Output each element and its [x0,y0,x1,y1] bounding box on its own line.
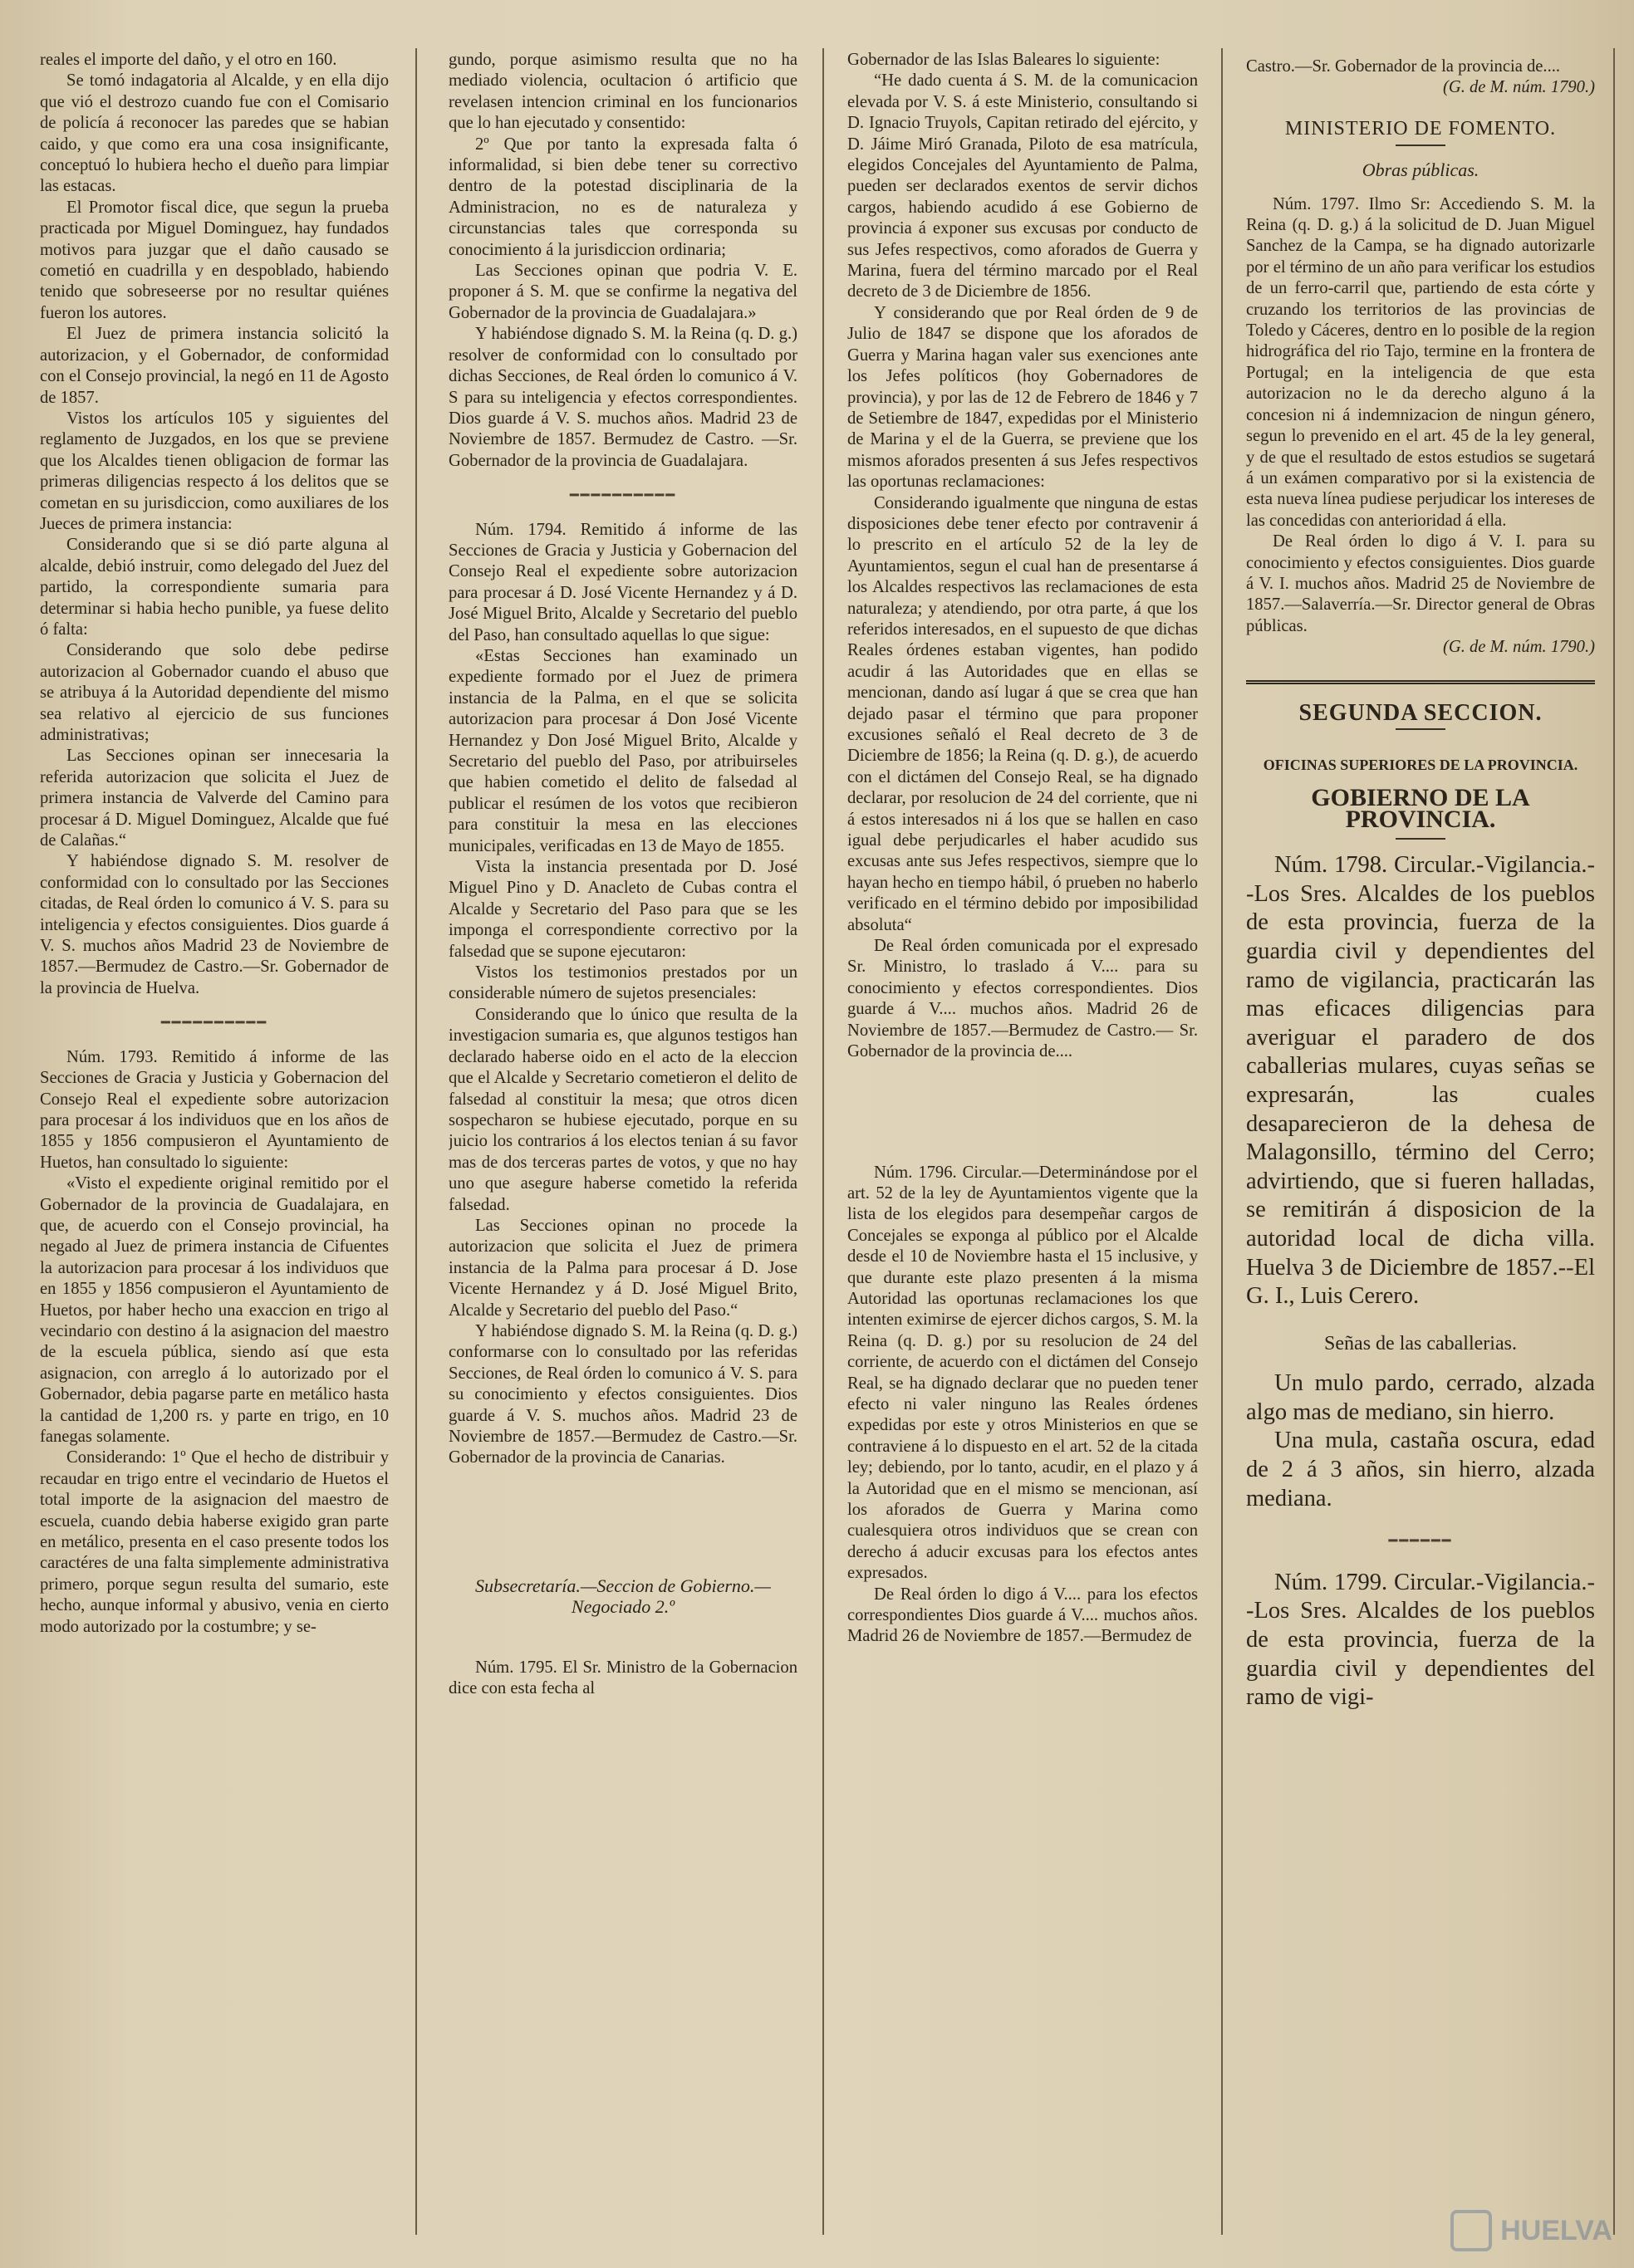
paragraph: «Estas Secciones han examinado un expediente formado por el Juez de primera instancia de la Palma, en el que se solicita autorizacion para procesar á Don José Vicente Hernandez y Don José Miguel Brito, Alcalde y Secretario del pueblo del Paso, por atribuirseles que habien cometido el delito de falsedad al publicar el resúmen de los votos que recibieron para constituir la mesa en las elecciones municipales, verificadas en 13 de Mayo de 1855. [449,646,797,855]
column-3 [847,50,1198,2243]
senas-heading: Señas de las caballerias. [1324,1332,1517,1354]
watermark-text: HUELVA [1500,2214,1612,2246]
paragraph: Vistos los artículos 105 y siguientes del reglamento de Juzgados, en los que se previene que los Alcaldes tienen obligacion de formar las primeras diligencias respecto á los delitos que se cometan en su jurisdiccion, como auxiliares de los Jueces de primera instancia: [40,409,389,533]
paragraph: Considerando que lo único que resulta de la investigacion sumaria es, que algunos testigos han declarado haberse oido en el acto de la eleccion que el Alcalde y Secretario cometieron el delito de falsedad al constituir la mesa; que otros dicen sospecharon se hubiese ejecutado, porque en su juicio los contrarios á los electos tenian á su favor mas de dos terceras partes de votos, y que no hay uno que asegure haberse cometido la referida falsedad. [449,1005,797,1214]
paragraph: Núm. 1793. Remitido á informe de las Secciones de Gracia y Justicia y Gobernacion del Consejo Real el expediente sobre autorizacion para procesar á los individuos que en los años de 1855 y 1856 compusieron el Ayuntamiento de Huetos, han consultado lo siguiente: [40,1047,389,1172]
archive-logo-icon [1450,2210,1492,2251]
paragraph: Núm. 1797. Ilmo Sr: Accediendo S. M. la Reina (q. D. g.) á la solicitud de D. Juan Miguel Sanchez de la Campa, se ha dignado autorizarle por el término de un año para verificar los estudios de un ferro-carril que, partiendo de esta córte y cruzando los territorios de las provincias de Toledo y Cáceres, dentro en lo posible de la region hidrográfica del rio Tajo, termine en la frontera de Portugal; en la inteligencia de que esta autorizacion no le da derecho alguno á la concesion ni á indemnizacion de ningun género, segun lo prevenido en el art. 45 de la ley general, y de que el resultado de estos estudios se sugetará á un exámen comparativo por si la existencia de esta nueva línea pudiese perjudicar los intereses de las concedidas con anterioridad á ella. [1246,194,1595,530]
column-1 [40,50,389,2243]
paragraph: Y considerando que por Real órden de 9 de Julio de 1847 se dispone que los aforados de Guerra y Marina hagan valer sus exenciones ante los Jefes políticos (hoy Gobernadores de provincia), y por las de 12 de Febrero de 1846 y 7 de Setiembre de 1847, expedidas por el Ministerio de Marina y el de la Guerra, se previene que los mismos aforados presenten á sus Jefes respectivos las oportunas reclamaciones: [847,303,1198,492]
paragraph: Las Secciones opinan que podria V. E. proponer á S. M. que se confirme la negativa del Gobernador de la provincia de Guadalajara.» [449,262,797,322]
paragraph: Núm. 1796. Circular.—Determinándose por el art. 52 de la ley de Ayuntamientos vigente que la lista de los elegidos para desempeñar cargos de Concejales se exponga al público por el Alcalde desde el 10 de Noviembre hasta el 15 inclusive, y que durante este plazo presenten á la misma Autoridad las oportunas reclamaciones los que intenten eximirse de ejercer dichos cargos, S. M. la Reina (q. D. g.) por su resolucion de 24 del corriente, de acuerdo con el dictámen del Consejo Real, se ha dignado declarar que no pueden tener efecto ni valer ninguno las Reales órdenes expedidas por este y otros Ministerios en que se contraviene á lo dispuesto en el art. 52 de la citada ley; debiendo, por lo tanto, acudir, en el plazo y á la Autoridad que en el mismo se mencionan, así los aforados de Guerra y Marina como cualesquiera otros individuos que se crean con derecho á aducir excusas para los efectos antes expresados. [847,1163,1198,1583]
paragraph: Y habiéndose dignado S. M. resolver de conformidad con lo consultado por las Secciones citadas, de Real órden lo comunico á V. S. para su inteligencia y efectos consiguientes. Dios guarde á V. S. muchos años Madrid 23 de Noviembre de 1857.—Bermudez de Castro.—Sr. Gobernador de la provincia de Huelva. [40,852,389,997]
paragraph: Considerando: 1º Que el hecho de distribuir y recaudar en trigo entre el vecindario de Huetos el total importe de la asignacion del maestro de escuela, cuando debia haberse exigido gran parte en metálico, presenta en el caso presente todos los caractéres de una falta simplemente administrativa primero, porque segun resulta del sumario, este hecho, aunque informal y abusivo, venia en cierto modo autorizado por la costumbre; y se- [40,1448,389,1636]
ministry-heading: MINISTERIO DE FOMENTO. [1284,117,1557,140]
paragraph: Núm. 1798. Circular.-Vigilancia.--Los Sres. Alcaldes de los pueblos de esta provincia, fuerza de la guardia civil y dependientes del ramo de vigilancia, practicarán las mas eficaces diligencias para averiguar el paradero de dos caballerias mulares, cuyas señas se expresarán, las cuales desaparecieron de la dehesa de Malagonsillo, término del Cerro; advirtiendo, que si fueren halladas, se remitirán á disposicion de la autoridad local de dicha villa. Huelva 3 de Diciembre de 1857.--El G. I., Luis Cerero. [1246,852,1595,1310]
archive-watermark [1450,2210,1612,2251]
gobierno-heading: GOBIERNO DE LA PROVINCIA. [1311,784,1530,833]
subsecretaria-heading: Subsecretaría.—Seccion de Gobierno.—Negociado 2.º [474,1575,771,1618]
paragraph: Se tomó indagatoria al Alcalde, y en ella dijo que vió el destrozo cuando fue con el Comisario de policía á reconocer las paredes que se habian caido, y que como era una cosa insignificante, conceptuó lo hubiera hecho el dueño para limpiar las estacas. [40,71,389,196]
paragraph: “He dado cuenta á S. M. de la comunicacion elevada por V. S. á este Ministerio, consultando si D. Ignacio Truyols, Capitan retirado del ejército, y D. Jáime Miró Granada, Piloto de esa matrícula, elegidos Concejales del Ayuntamiento de Palma, pueden ser declarados exentos de servir dichos cargos, habiendo acudido á ese Gobierno de provincia á exponer sus excusas por conducto de sus Jefes respectivos, como aforados de Guerra y Marina, fuera del término marcado por el Real decreto de 3 de Diciembre de 1856. [847,71,1198,301]
separator: ━━━━━━ [1388,1532,1453,1550]
oficinas-heading: OFICINAS SUPERIORES DE LA PROVINCIA. [1263,756,1578,773]
paragraph: Núm. 1799. Circular.-Vigilancia.--Los Sres. Alcaldes de los pueblos de esta provincia, fuerza de la guardia civil y dependientes del ramo de vigi- [1246,1569,1595,1711]
paragraph: Una mula, castaña oscura, edad de 2 á 3 años, sin hierro, alzada mediana. [1246,1428,1595,1511]
section-heading: SEGUNDA SECCION. [1298,699,1543,726]
paragraph: Vistos los testimonios prestados por un considerable número de sujetos presenciales: [449,963,797,1003]
paragraph: El Juez de primera instancia solicitó la autorizacion, y el Gobernador, de conformidad con el Consejo provincial, la negó en 11 de Agosto de 1857. [40,325,389,407]
column-rule [1613,48,1615,2235]
paragraph: Un mulo pardo, cerrado, alzada algo mas de mediano, sin hierro. [1246,1370,1595,1425]
column-rule [415,48,417,2235]
paragraph: Gobernador de las Islas Baleares lo siguiente: [847,51,1160,69]
section-rule [1246,680,1595,684]
paragraph: Considerando igualmente que ninguna de estas disposiciones debe tener efecto por contravenir á lo prescrito en el artículo 52 de la ley de Ayuntamientos, segun el cual han de presentarse á los Alcaldes respectivos las reclamaciones de esta naturaleza; y atendiendo, por otra parte, á que los referidos interesados, en el supuesto de que dichas Reales órdenes estaban vigentes, han podido acudir á las Autoridades que en ellas se mencionan, dando así lugar á que se crea que han dejado pasar el término que para proponer excusiones señaló el Real decreto de 3 de Diciembre de 1856; la Reina (q. D. g.), de acuerdo con el dictámen del Consejo Real, se ha dignado declarar, por resolucion de 24 del corriente, que ni á estos interesados ni á los que se hallen en caso igual debe perjudicarles el haber acudido sus excusas ante sus Jefes respectivos, siempre que lo hayan hecho en tiempo hábil, ó prueben no haberlo verificado en el término debido por imposibilidad absoluta“ [847,493,1198,934]
paragraph: reales el importe del daño, y el otro en 160. [40,51,337,69]
gazette-reference: (G. de M. núm. 1790.) [1442,638,1595,657]
paragraph: Y habiéndose dignado S. M. la Reina (q. D. g.) conformarse con lo consultado por las referidas Secciones, de Real órden lo comunico á V. S. para su conocimiento y efectos consiguientes. Dios guarde á V. S. muchos años. Madrid 23 de Noviembre de 1857.—Bermudez de Castro.—Sr. Gobernador de la provincia de Canarias. [449,1321,797,1467]
paragraph: Y habiéndose dignado S. M. la Reina (q. D. g.) resolver de conformidad con lo consultado por dichas Secciones, de Real órden lo comunico á V. S para su inteligencia y efectos correspondientes. Dios guarde á V. S. muchos años. Madrid 23 de Noviembre de 1857. Bermudez de Castro. —Sr. Gobernador de la provincia de Guadalajara. [449,325,797,470]
paragraph: gundo, porque asimismo resulta que no ha mediado violencia, ocultacion ó artificio que revelasen intencion criminal en los funcionarios que lo han ejecutado y consentido: [449,51,797,133]
separator: ━━━━━━━━━━ [160,1014,268,1031]
paragraph: De Real órden comunicada por el expresado Sr. Ministro, lo traslado á V.... para su conocimiento y efectos correspondientes. Dios guarde á V.... muchos años. Madrid 26 de Noviembre de 1857.—Bermudez de Castro.— Sr. Gobernador de la provincia de.... [847,937,1198,1061]
paragraph: Considerando que si se dió parte alguna al alcalde, debió instruir, como delegado del Juez del partido, la correspondiente sumaria para determinar si habia hecho punible, ya fuese delito ó falta: [40,536,389,639]
paragraph: Núm. 1794. Remitido á informe de las Secciones de Gracia y Justicia y Gobernacion del Consejo Real el expediente sobre autorizacion para procesar á D. José Vicente Hernandez y á D. José Miguel Brito, Alcalde y Secretario del pueblo del Paso, han consultado aquellas lo que sigue: [449,520,797,644]
circular-block [1246,851,1595,1712]
paragraph: 2º Que por tanto la expresada falta ó informalidad, si bien debe tener su correctivo dentro de la potestad disciplinaria de la Administracion, no es de naturaleza y circunstancias tales que corresponda su conocimiento á la jurisdiccion ordinaria; [449,135,797,259]
paragraph: De Real órden lo digo á V. I. para su conocimiento y efectos consiguientes. Dios guarde á V. I. muchos años. Madrid 25 de Noviembre de 1857.—Salaverría.—Sr. Director general de Obras públicas. [1246,532,1595,635]
paragraph: Vista la instancia presentada por D. José Miguel Pino y D. Anacleto de Cubas contra el Alcalde y Secretario del Paso para que se les imponga el correspondiente correctivo por la falsedad que se supone ejecutaron: [449,858,797,961]
column-rule [822,48,824,2235]
paragraph: Las Secciones opinan ser innecesaria la referida autorizacion que solicita el Juez de primera instancia de Valverde del Camino para procesar á D. Miguel Dominguez, Alcalde que fué de Calañas.“ [40,747,389,850]
paragraph: De Real órden lo digo á V.... para los efectos correspondientes Dios guarde á V.... muchos años. Madrid 26 de Noviembre de 1857.—Bermudez de [847,1585,1198,1646]
paragraph: Considerando que solo debe pedirse autorizacion al Gobernador cuando el abuso que se atribuya á la Autoridad dependiente del mismo sea relativo al ejercicio de sus funciones administrativas; [40,641,389,744]
obras-publicas-heading: Obras públicas. [1362,159,1479,181]
gazette-reference: (G. de M. núm. 1790.) [1442,78,1595,97]
column-rule [1221,48,1223,2235]
paragraph: Las Secciones opinan no procede la autorizacion que solicita el Juez de primera instancia de la Palma para procesar á D. Jose Vicente Hernandez y á D. José Miguel Brito, Alcalde y Secretario del pueblo del Paso.“ [449,1216,797,1320]
column-4 [1246,56,1595,2243]
column-2 [449,50,797,2243]
paragraph: «Visto el expediente original remitido por el Gobernador de la provincia de Guadalajara, en que, de acuerdo con el Consejo provincial, ha negado al Juez de primera instancia de Cifuentes la autorizacion para procesar á los individuos que en 1855 y 1856 compusieron el Ayuntamiento de Huetos, por haber hecho una exaccion en trigo al vecindario con destino á la asignacion del maestro de la escuela pública, siendo así que esta asignacion, con arreglo á lo autorizado por el Gobernador, debia pagarse parte en metálico hasta la cantidad de 1,200 rs. y parte en trigo, en 10 fanegas solamente. [40,1174,389,1446]
paragraph: Castro.—Sr. Gobernador de la provincia de.... [1246,57,1561,76]
separator: ━━━━━━━━━━ [569,487,677,504]
paragraph: El Promotor fiscal dice, que segun la prueba practicada por Miguel Dominguez, hay fundados motivos para juzgar que el daño causado se cometió en cuadrilla y en despoblado, habiendo tenido que sobreseerse por no resultar quiénes fueron los autores. [40,198,389,322]
paragraph: Núm. 1795. El Sr. Ministro de la Gobernacion dice con esta fecha al [449,1658,797,1698]
